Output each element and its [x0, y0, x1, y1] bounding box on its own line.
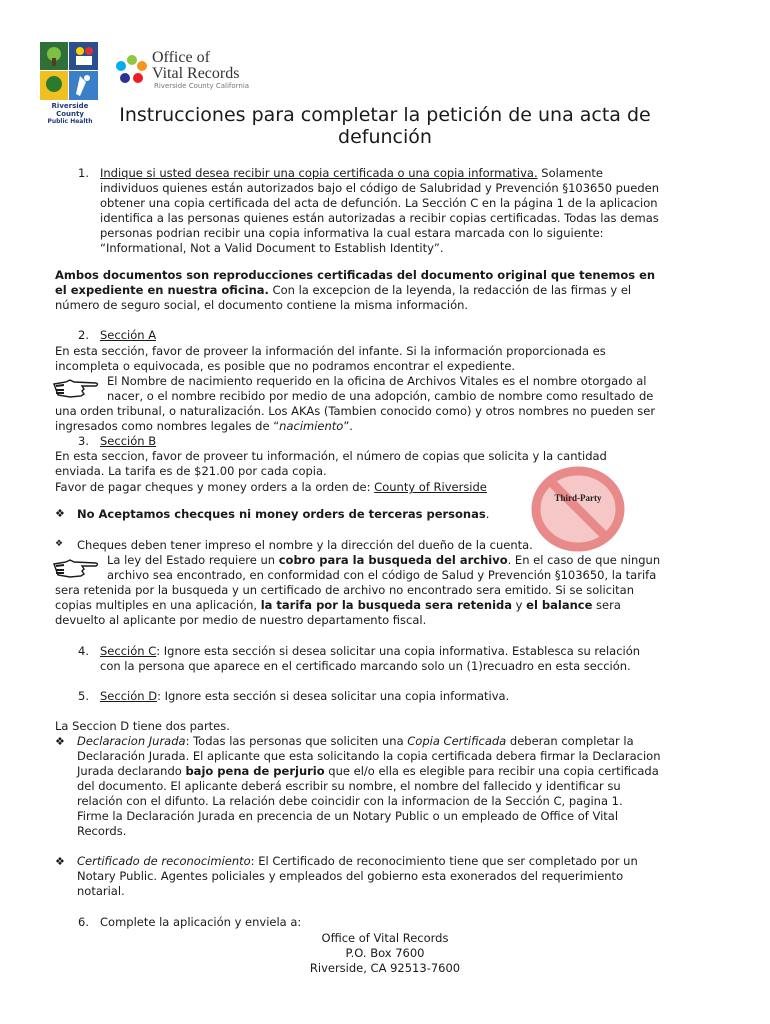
county-logo-line1: Riverside County	[51, 102, 89, 118]
diamond-bullet-icon: ❖	[55, 855, 65, 868]
item1-line4: identifica a las personas quienes están autorizadas a recibir copias certificadas. Todas las demas	[100, 211, 659, 225]
secd-dj-line6: Firme la Declaración Jurada en precencia de un Notary Public o un empleado de Office of Vital	[77, 809, 619, 823]
item2-line2: incompleta o equivocada, es posible que no podramos encontrar el expediente.	[55, 359, 516, 373]
item3-search-line3: sera retenida por la busqueda y un certificado de archivo no encontrado sera emitido. Si se solicitan	[55, 583, 635, 597]
item4-line2: con la persona que aparece en el certificado marcando solo un (1)recuadro en esta sección.	[100, 659, 631, 673]
item3-search-line2: archivo sea encontrado, en conformidad con el código de Salud y Prevención §103650, la tarifa	[107, 568, 657, 582]
item2-line1: En esta sección, favor de proveer la información del infante. Si la información proporcionada es	[55, 344, 606, 358]
ovr-logo-line2: Vital Records	[152, 65, 240, 82]
title-line2: defunción	[338, 126, 432, 148]
secd-dj3a: Jurada declarando	[77, 764, 186, 778]
secd-dj1a: : Todas las personas que soliciten una	[185, 734, 408, 748]
item5-heading: Sección D	[100, 689, 158, 703]
item3-s4a: copias multiples en una aplicación,	[55, 598, 261, 612]
secd-dj-line1	[77, 734, 634, 749]
secd-dj3c: que el/o ella es elegible para recibir una copia certificada	[324, 764, 659, 778]
pointing-hand-icon	[52, 378, 100, 400]
payee-name: County of Riverside	[374, 480, 487, 494]
secd-dj3b: bajo pena de perjurio	[185, 764, 325, 778]
secd-dj-line7: Records.	[77, 824, 127, 838]
item2-line6-a: ingresados como nombres legales de “	[55, 419, 280, 433]
item2-number: 2.	[78, 328, 89, 342]
secd-dj1b: deberan completar la	[506, 734, 634, 748]
secd-intro: La Seccion D tiene dos partes.	[55, 719, 230, 733]
address-line2: P.O. Box 7600	[345, 946, 425, 960]
item3-search-line4	[55, 598, 621, 613]
item3-line2: enviada. La tarifa es de $21.00 por cada copia.	[55, 464, 327, 478]
item3-s1b: cobro para la busqueda del archivo	[278, 553, 508, 567]
item3-s4d: el balance	[526, 598, 593, 612]
item3-s4e: sera	[592, 598, 621, 612]
ambos-line3: número de seguro social, el documento contiene la misma información.	[55, 298, 469, 312]
county-logo-line2: Public Health	[47, 118, 93, 125]
title-line1: Instrucciones para completar la petición de una acta de	[119, 104, 651, 126]
stamp-label: Third-Party	[554, 493, 602, 503]
ovr-logo-line1: Office of	[152, 49, 210, 66]
item3-line1: En esta seccion, favor de proveer tu información, el número de copias que solicita y la cantidad	[55, 449, 607, 463]
item3-line3	[55, 480, 487, 495]
item2-line5: una orden tribunal, o naturalización. Los AKAs (Tambien conocido como) y otros nombres no pueden ser	[55, 404, 656, 418]
item1-number: 1.	[78, 166, 89, 180]
item1-line5: personas podrian recibir una copia informativa la cual estara marcada con lo siguiente:	[100, 226, 604, 240]
pointing-hand-icon	[52, 558, 100, 580]
address-line1: Office of Vital Records	[321, 931, 449, 945]
diamond-bullet-icon: ❖	[55, 507, 65, 520]
secd-dj-line5: relación con el difunto. La relación debe coincidir con la informacion de la Sección C, pagina 1.	[77, 794, 623, 808]
item4-number: 4.	[78, 644, 89, 658]
item1-line6: “Informational, Not a Valid Document to Establish Identity”.	[100, 241, 444, 255]
item3-s4c: y	[512, 598, 527, 612]
item1-line2: individuos quienes están autorizados bajo el código de Salubridad y Prevención §103650 pueden	[100, 181, 659, 195]
item1-line1	[100, 166, 603, 181]
secd-dj-line2: Declaración Jurada. El aplicante que esta solicitando la copia certificada debera firmar la Declaracion	[77, 749, 661, 763]
item3-search-line1	[107, 553, 660, 568]
certificado-reconocimiento-label: Certificado de reconocimiento	[77, 854, 251, 868]
office-vital-records-logo	[116, 50, 256, 90]
secd-dj-line3	[77, 764, 659, 779]
item1-line3: obtener una copia certificada del acta de defunción. La Sección C en la página 1 de la aplicacion	[100, 196, 658, 210]
item5-line1	[100, 689, 509, 704]
ambos-bold2: el expediente en nuestra oficina.	[55, 283, 269, 297]
item2-line6-italic: nacimiento	[279, 419, 344, 433]
diamond-bullet-icon: ❖	[55, 735, 65, 748]
item5-text1: : Ignore esta sección si desea solicitar una copia informativa.	[157, 689, 510, 703]
item4-line1	[100, 644, 640, 659]
item2-line6	[55, 419, 353, 434]
item3-heading: Sección B	[100, 434, 157, 448]
diamond-bullet-icon: ❖	[55, 539, 64, 549]
item4-heading: Sección C	[100, 644, 157, 658]
third-party-stamp	[528, 465, 628, 553]
item5-number: 5.	[78, 689, 89, 703]
ambos-text2: Con la excepcion de la leyenda, la redacción de las firmas y el	[268, 283, 632, 297]
item2-heading: Sección A	[100, 328, 157, 342]
item3-bullet1-text: No Aceptamos checques ni money orders de terceras personas	[77, 507, 486, 521]
page-title	[0, 104, 770, 148]
item2-line3: El Nombre de nacimiento requerido en la oficina de Archivos Vitales es el nombre otorgado al	[107, 374, 647, 388]
ambos-line1: Ambos documentos son reproducciones certificadas del documento original que tenemos en	[55, 268, 656, 282]
item3-search-line5: devuelto al aplicante por medio de nuestro departamento fiscal.	[55, 613, 427, 627]
ovr-logo-line3: Riverside County California	[154, 82, 250, 90]
item3-s1c: . En el caso de que ningun	[507, 553, 661, 567]
prohibited-icon	[528, 465, 628, 553]
item3-bullet1-end: .	[485, 507, 490, 521]
county-emblem-icon	[40, 42, 98, 100]
item4-text1: : Ignore esta sección si desea solicitar una copia informativa. Establesca su relación	[156, 644, 641, 658]
secd-dj-line4: del documento. El aplicante deberá escribir su nombre, el nombre del fallecido y identificar su	[77, 779, 621, 793]
item3-bullet1	[77, 507, 489, 522]
secd-dj1i: Copia Certificada	[407, 734, 507, 748]
item3-bullet2: Cheques deben tener impreso el nombre y la dirección del dueño de la cuenta.	[77, 538, 533, 552]
item6-line1: Complete la aplicación y enviela a:	[100, 915, 302, 929]
item3-s4b: la tarifa por la busqueda sera retenida	[260, 598, 513, 612]
secd-cr1: : El Certificado de reconocimiento tiene que ser completado por un	[250, 854, 638, 868]
item3-s1a: La ley del Estado requiere un	[107, 553, 279, 567]
address-line3: Riverside, CA 92513-7600	[309, 961, 461, 975]
item2-line4: nacer, o el nombre recibido por medio de una adopción, cambio de nombre como resultado de	[107, 389, 654, 403]
item1-lead-tail: Solamente	[537, 166, 604, 180]
item1-lead: Indique si usted desea recibir una copia certificada o una copia informativa.	[100, 166, 538, 180]
item3-line3-a: Favor de pagar cheques y money orders a la orden de:	[55, 480, 375, 494]
secd-cr-line3: notarial.	[77, 884, 125, 898]
item3-number: 3.	[78, 434, 89, 448]
pinwheel-icon	[116, 54, 148, 84]
ambos-line2	[55, 283, 631, 298]
declaracion-jurada-label: Declaracion Jurada	[77, 734, 186, 748]
item2-line6-b: ”.	[343, 419, 353, 433]
secd-cr-line2: Notary Public. Agentes policiales y empleados del gobierno esta exonerados del requerimiento	[77, 869, 624, 883]
item6-number: 6.	[78, 915, 89, 929]
secd-cr-line1	[77, 854, 638, 869]
